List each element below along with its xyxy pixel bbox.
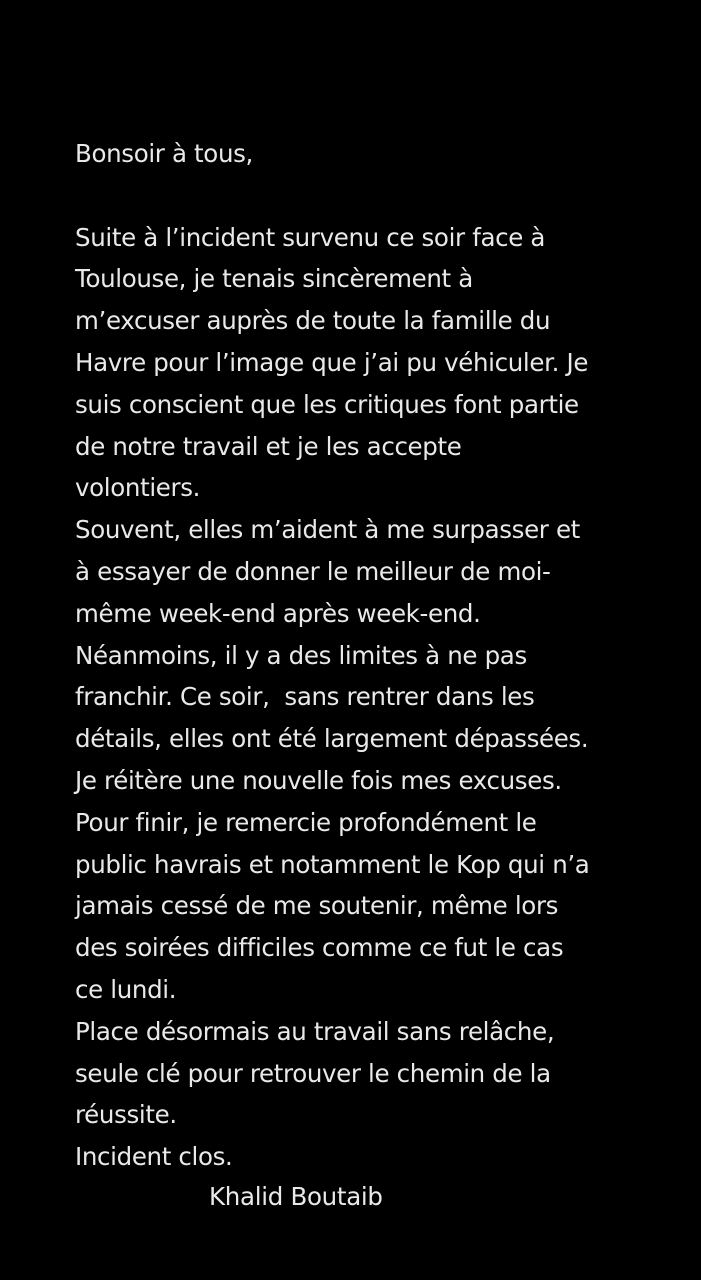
letter-line: seule clé pour retrouver le chemin de la: [75, 1058, 551, 1088]
letter-line: Havre pour l’image que j’ai pu véhiculer. Je: [75, 347, 589, 377]
letter-line: Place désormais au travail sans relâche,: [75, 1016, 555, 1046]
letter-line: Suite à l’incident survenu ce soir face à: [75, 222, 546, 252]
letter-line: m’excuser auprès de toute la famille du: [75, 306, 551, 336]
letter-line: Souvent, elles m’aident à me surpasser et: [75, 515, 580, 545]
letter-line: à essayer de donner le meilleur de moi-: [75, 556, 551, 586]
letter-body: [75, 133, 675, 1178]
letter-line: Incident clos.: [75, 1142, 233, 1172]
letter-line: ce lundi.: [75, 974, 177, 1004]
letter-line: public havrais et notamment le Kop qui n’a: [75, 849, 590, 879]
letter-greeting: Bonsoir à tous,: [75, 139, 253, 168]
letter-line: Toulouse, je tenais sincèrement à: [75, 264, 473, 294]
letter-line: Néanmoins, il y a des limites à ne pas: [75, 640, 527, 670]
letter-line: de notre travail et je les accepte: [75, 431, 462, 461]
letter-line: suis conscient que les critiques font partie: [75, 389, 579, 419]
letter-line: Pour finir, je remercie profondément le: [75, 807, 537, 837]
letter-line: des soirées difficiles comme ce fut le cas: [75, 933, 564, 963]
letter-line: volontiers.: [75, 473, 201, 503]
letter-signature: Khalid Boutaib: [209, 1182, 383, 1211]
letter-line: réussite.: [75, 1100, 177, 1130]
letter-line: Je réitère une nouvelle fois mes excuses.: [75, 765, 562, 795]
letter-line: même week-end après week-end.: [75, 598, 481, 628]
letter-line: détails, elles ont été largement dépassées.: [75, 724, 589, 754]
letter-line: jamais cessé de me soutenir, même lors: [75, 891, 559, 921]
letter-line: franchir. Ce soir, sans rentrer dans les: [75, 682, 535, 712]
paragraph-gap: [75, 175, 675, 217]
